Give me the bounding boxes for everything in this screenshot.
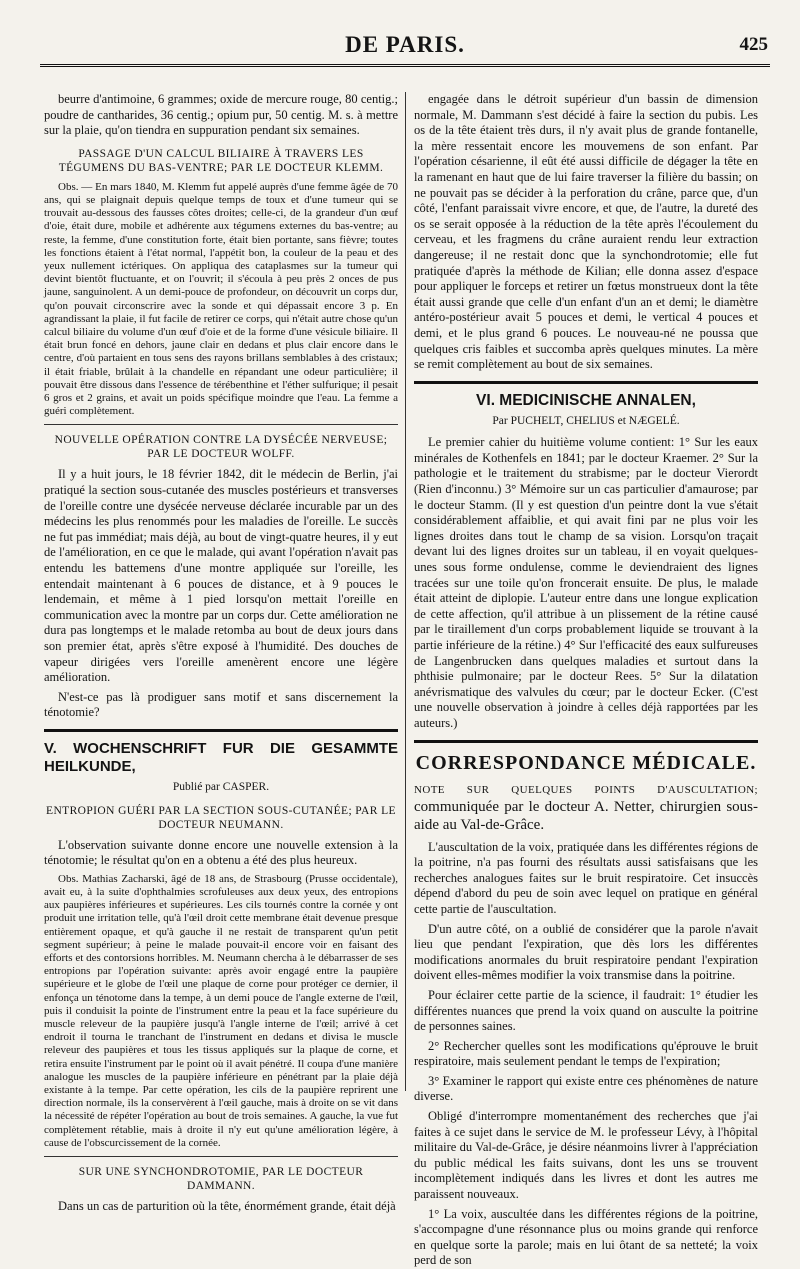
annalen-title: VI. MEDICINISCHE ANNALEN, <box>476 391 696 409</box>
section-divider <box>44 424 398 425</box>
dysecee-paragraph-1: Il y a huit jours, le 18 février 1842, dit le médecin de Berlin, j'ai pratiqué la section sous-cutanée des muscles postérieurs et transverses de l'oreille contre une dysécée nerveuse déclarée incurable par un des médecins les plus renommés pour les maladies de l'oreille. Le succès ne fut pas immédiat; mais déjà, au bout de vingt-quatre heures, il y eut de l'amélioration, en ce que le malade, qui avant l'opération n'avait pas entendu les battemens d'une montre appliquée sur l'oreille, les entendait maintenant à 6 pouces de distance, et à 9 pouces le lendemain, et même à 1 pied lorsqu'on mettait l'oreille en communication avec la montre par un corps dur. Cette amélioration ne dura pas longtemps et le malade retomba au bout de deux jours dans son premier état, après s'être exposé à l'humidité. Des douches de vapeur dirigées vers l'oreille amenèrent encore une légère amélioration. <box>44 467 398 685</box>
page-header <box>40 28 770 67</box>
entropion-observation: Obs. Mathias Zacharski, âgé de 18 ans, de Strasbourg (Prusse occidentale), avait eu, à la suite d'ophthalmies scrofuleuses aux deux yeux, des entropions aux paupières inférieures et supérieures. Les cils tournés contre la cornée y ont produit une irritation telle, qu'à l'œil droit cette membrane était devenue presque entièrement opaque, et qu'à gauche il ne restait de transparent qu'un petit segment supérieur; à peine le malade pouvait-il encore voir en faisant des efforts et des contorsions horribles. M. Neumann chercha à le débarrasser de ses entropions par l'opération suivante: après avoir engagé entre la paupière supérieure et le globe de l'œil une plaque de corne pour protéger ce dernier, il enfonça un ténotome dans la tempe, à un demi pouce de l'angle externe de l'œil, puis il conduisit la pointe de l'instrument entre la peau et la face supérieure du muscle releveur de la paupière jusqu'à l'angle interne de l'œil; arrivé à cet endroit il tourna le tranchant de l'instrument en dedans et divisa le muscle releveur des paupières et tous les tissus appliqués sur la plaque de corne, et retira ensuite l'instrument par le point où il avait pénétré. Il coupa d'une manière analogue les muscles de la paupière inférieure en pénétrant par la plaie déjà existante à la tempe. Par cette opération, les cils de la paupière reprirent une direction normale, ils la conservèrent à l'œil gauche, mais à droite on se vit dans la nécessité de répéter l'opération au bout de trois semaines. A gauche, la vue fut complètement rétablie, mais à droite il n'y eut qu'une amélioration légère, à cause de l'obscurcissement de la cornée. <box>44 872 398 1149</box>
note-paragraph-4: 2° Rechercher quelles sont les modifications qu'éprouve le bruit respiratoire, mais seulement pendant le temps de l'expiration; <box>414 1038 758 1069</box>
wochenschrift-byline: Publié par CASPER. <box>172 780 270 793</box>
left-column <box>44 92 398 1213</box>
annalen-paragraph: Le premier cahier du huitième volume contient: 1° Sur les eaux minérales de Kothenfels en 1841; par le docteur Kraemer. 2° Sur la pathologie et le traitement du strabisme; par le docteur Vierordt (Rien d'inconnu.) 3° Mémoire sur un cas particulier d'amaurose; par le docteur Stamm. (Il y est question d'un peintre dont la vue s'était considérablement affaiblie, et qui avait fini par ne plus voir les lignes droites dans tout le champ de sa vision. Lorsqu'on traçait devant lui des lignes droites sur un tableau, il en voyait quelques-unes sous forme ondulense, comme le deviendraient des lignes tracées sur une toile qu'on froncerait ensuite. De plus, le malade était atteint de diplopie. L'auteur entre dans une longue explication de cette affection, qu'il attribue à un plissement de la rétine causé par le tiraillement d'un corps probablement liquide se trouvant à la partie inférieure de la rétine.) 4° Sur l'efficacité des eaux sulfureuses de Langenbrucken dans quelques maladies et surtout dans la phthisie pulmonaire; par le docteur Rees. 5° Sur la dilatation anévrismatique des valvules du cœur; par le docteur Ecker. (C'est une nouvelle observation à joindre à celles déjà rapportées par les auteurs.) <box>414 435 758 730</box>
correspondance-title: CORRESPONDANCE MÉDICALE. <box>415 751 757 774</box>
note-paragraph-7: 1° La voix, auscultée dans les différentes régions de la poitrine, s'accompagne d'une résonnance plus ou moins grande qui renforce en quelque sorte la parole; mais en lui ôtant de sa netteté; la voix perd de son <box>414 1206 758 1268</box>
note-paragraph-1: L'auscultation de la voix, pratiquée dans les différentes régions de la poitrine, n'a pas fourni des résultats aussi satisfaisans que les recherches analogues faites sur le bruit respiratoire. Cet insuccès dépend d'abord du peu de soin avec lequel on pratique en général cette partie de l'auscultation. <box>414 839 758 916</box>
synchondrotomie-heading: SUR UNE SYNCHONDROTOMIE, PAR LE DOCTEUR DAMMANN. <box>78 1165 364 1192</box>
note-paragraph-6: Obligé d'interrompre momentanément des recherches que j'ai faites à ce sujet dans le service de M. le professeur Lévy, à l'hôpital militaire du Val-de-Grâce, je désire néanmoins livrer à l'appréciation du public médical les faits suivans, dont les uns se trouvent incomplètement indiqués dans les livres et dont les autres me paraissent nouveaux. <box>414 1109 758 1202</box>
note-body <box>414 840 758 1269</box>
column-divider <box>405 92 406 1091</box>
synchondrotomie-paragraph: Dans un cas de parturition où la tête, énormément grande, était déjà <box>58 1198 396 1213</box>
annalen-byline: Par PUCHELT, CHELIUS et NÆGELÉ. <box>492 414 680 427</box>
note-paragraph-2: D'un autre côté, on a oublié de considérer que la parole n'avait lieu que pendant l'expiration, que dès lors les différentes modifications anormales du bruit respiratoire pendant l'expiration doivent elles-mêmes modifier la voix transmise dans la poitrine. <box>414 921 758 983</box>
note-heading-rest: communiquée par le docteur A. Netter, chirurgien sous-aide au Val-de-Grâce. <box>414 798 758 833</box>
dysecee-heading: NOUVELLE OPÉRATION CONTRE LA DYSÉCÉE NERVEUSE; PAR LE DOCTEUR WOLFF. <box>54 434 388 461</box>
section-divider <box>414 381 758 384</box>
calcul-observation: Obs. — En mars 1840, M. Klemm fut appelé auprès d'une femme âgée de 70 ans, qui se plaignait depuis quelque temps de toux et d'une tumeur qui se trouvait au-dessous des fausses côtes droites; celle-ci, de la grandeur d'un œuf d'oie, était dure, mobile et adhérente aux tégumens externes du bas-ventre; au reste, la femme, d'une constitution forte, était bien portante, sans fièvre; toutes les fonctions étaient à l'état normal, l'appétit bon, la couleur de la peau et des yeux nullement ictériques. On appliqua des cataplasmes sur la tumeur qui devint bientôt fluctuante, et on l'ouvrit; il s'écoula à peu près 2 onces de pus jaune, sanguinolent. A un demi-pouce de profondeur, on découvrit un corps dur, qu'on pouvait circonscrire avec la sonde et qui dépassait encore 3 p. En agrandissant la plaie, il fut facile de retirer ce corps, qui n'était autre chose qu'un calcul biliaire du volume d'un œuf d'oie et de la forme d'une vésicule biliaire. Il était brun foncé en dehors, jaune clair en dedans et plus clair encore dans le centre, d'où partaient en tous sens des rayons brillans semblables à des cristaux; il était friable, brûlait à la chandelle en répandant une odeur particulière; il pouvait être dissous dans l'essence de térébenthine et l'éther sulfurique; il pesait 6 gros et 2 grains, et avait un poids spécifique moindre que l'eau. La femme a guéri complètement. <box>44 180 398 418</box>
section-divider <box>44 1156 398 1157</box>
note-paragraph-3: Pour éclairer cette partie de la science, il faudrait: 1° étudier les différentes nuances que prend la voix quand on ausculte la poitrine de personnes saines. <box>414 987 758 1034</box>
note-paragraph-5: 3° Examiner le rapport qui existe entre ces phénomènes de nature diverse. <box>414 1073 758 1104</box>
page-number: 425 <box>739 34 768 55</box>
calcul-heading: PASSAGE D'UN CALCUL BILIAIRE À TRAVERS LES TÉGUMENS DU BAS-VENTRE; PAR LE DOCTEUR KLEMM. <box>58 147 384 174</box>
entropion-heading: ENTROPION GUÉRI PAR LA SECTION SOUS-CUTANÉE; PAR LE DOCTEUR NEUMANN. <box>46 804 396 831</box>
synchondrotomie-continued: engagée dans le détroit supérieur d'un bassin de dimension normale, M. Dammann s'est décidé à faire la section du pubis. Les os de la tête étaient très durs, il n'y avait plus de grande fontanelle, la mère ressentait encore les mouvemens de son enfant. Par l'opération césarienne, il eût été aussi difficile de dégager la tête en la ramenant en haut que de lui faire traverser la filière du bassin; on ne pouvait pas se décider à la perforation du crâne, parce que, d'un côté, l'enfant paraissait vivre encore, et que, de l'autre, la dureté des os se serait opposée à la réduction de la tête après l'écoulement du cerveau, et les fragmens du crâne auraient rendu leur extraction dangereuse; il ne restait donc que la synchondrotomie; elle fut pratiquée d'après la méthode de Kilian; elle donna assez d'espace pour appliquer le forceps et retirer un fœtus monstrueux dont la tête était aussi grande que celle d'un enfant d'un an et demi; le diamètre antéro-postérieur avait 5 pouces et demi, le vertical 4 pouces et demi, et le plus grand 6 pouces. Le nouveau-né ne poussa que quelques cris faibles et succomba après quelques minutes. La mère se remit complètement au bout de six semaines. <box>414 92 758 372</box>
intro-paragraph: beurre d'antimoine, 6 grammes; oxide de mercure rouge, 80 centig.; poudre de cantharides, 36 centig.; opium pur, 50 centig. M. s. à mettre sur la plaie, qu'on tiendra en suppuration pendant six semaines. <box>44 92 398 138</box>
note-heading <box>414 781 758 834</box>
entropion-intro: L'observation suivante donne encore une nouvelle extension à la ténotomie; le résultat qu'on en a obtenu a été des plus heureux. <box>44 837 398 868</box>
right-column <box>414 92 758 1268</box>
section-divider <box>414 740 758 743</box>
section-divider <box>44 729 398 732</box>
note-heading-prefix: NOTE SUR QUELQUES POINTS D'AUSCULTATION; <box>414 783 758 796</box>
running-title: DE PARIS. <box>345 32 465 57</box>
dysecee-paragraph-2: N'est-ce pas là prodiguer sans motif et sans discernement la ténotomie? <box>44 689 398 720</box>
wochenschrift-title: V. WOCHENSCHRIFT FUR DIE GESAMMTE HEILKUNDE, <box>44 739 398 775</box>
